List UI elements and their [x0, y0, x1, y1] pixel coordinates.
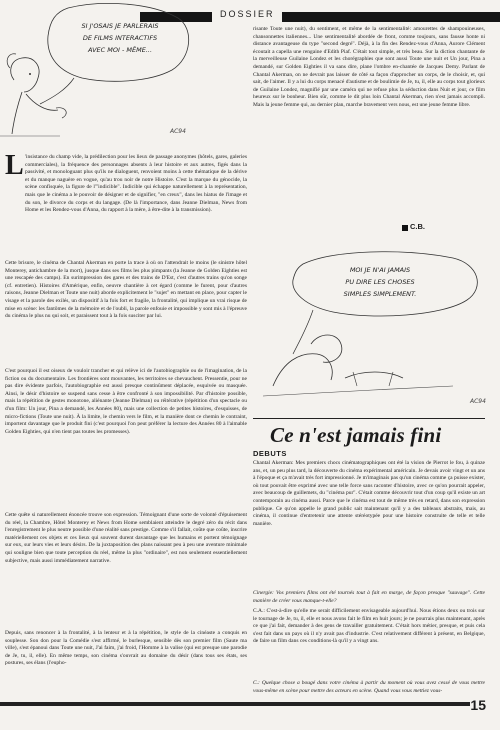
page-number: 15	[470, 697, 486, 713]
interview-title: Ce n'est jamais fini	[270, 423, 442, 447]
col2-paragraph-1: risante Toute une nuit), du sentiment, et même de la sentimentalité: amourettes de shampouineuses, chansonnettes italiennes... Une sentimentalité abordée de front, comme toujours, sans fausse honte ni distance avantageuse du type "second degré". Déjà, à la fin des Rendez-vous d'Anna, Aurore Clément écoutait a capella une rengaine d'Edith Piaf. C'était tout simple, et très beau. Sur la diction chantante de la merveilleuse Guilaine Londez et les chorégraphies que sont aussi Toute une nuit et Un jour, Pina a demandé, sur Golden Eighties il va sans dire, plane l'ombre en-chantée de Jacques Demy. Parlant de Chantal Akerman, on ne devrait pas laisser de côté sa façon d'approcher un corps, de le choisir, et, qui sait, de l'aimer. Il y a lui du corps menacé d'autisme et de boulimie de Je, tu, il, elle au corps tout glorieux de Guilaine Londez, magnifié par une caméra qui ne refuse plus la séduction dans Nuit et jour, ce film heureux sur le bonheur. Bien sûr, comme le dit plus loin Chantal Akerman, rien n'est jamais accompli. Mais la jeune femme qui, au dernier plan, marche bravement vers nous, est une jeune femme libre.	[253, 26, 485, 108]
doodle2-caption-line-1: MOI JE N'AI JAMAIS	[349, 266, 411, 274]
doodle-signature: AC94	[170, 128, 186, 135]
col1-paragraph-1: 'insistance du champ vide, la prédilection pour les lieux de passage anonymes (hôtels, gares, galeries commerciales), la fréquence des personnages absents à leur histoire et aux autres, figés dans la passivité, et monologuant plus qu'ils ne dialoguent, renvoient moins à cette thématique de la dérive et du manque naguère en vogue, qu'au trou noir de notre Histoire. C'est la marque du génocide, la scène confisquée, la figure de l'"indicible". Indicible qui échappe naturellement à la représentation, mais que le cinéma a le pouvoir de désigner et de signifier, "en creux", dans les hiatus de l'image et du son, le divorce du corps et du langage. (De là l'importance, dans Jeanne Dielman, News from Home et les Rendez-vous d'Anna, du rapport à la mère, à être-dite à la transmission).	[25, 154, 247, 214]
col1-paragraph-4: Cette quête si naturellement énoncée trouve son expression. Témoignant d'une sorte de volonté d'épuisement du réel, la Chambre, Hôtel Monterey et News from Home semblaient atteindre le degré zéro du récit dans l'enregistrement le plus neutre possible d'une réalité sans prestige. Comme s'il fallait, coûte que coûte, inscrire matériellement ces objets et ces lieux qui souvent durent davantage que les humains et portent témoignage sur eux, sur leurs vies et leurs désirs. De la juxtaposition des plans naissant peu à peu une aventure minimale qui souligne bien que toute perception du réel, même la plus "ordinaire", est non seulement essentiellement subjective, mais aussi immédiatement narrative.	[5, 512, 247, 564]
doodle2-caption-line-3: SIMPLES SIMPLEMENT.	[343, 290, 417, 298]
doodle-caption-line-3: AVEC MOI - MÊME...	[87, 46, 153, 54]
doodle-reading-figure-illustration	[253, 236, 495, 416]
doodle2-signature: AC94	[470, 398, 486, 405]
doodle-caption-line-1: SI J'OSAIS JE PARLERAIS	[81, 22, 159, 30]
header-bar-right	[282, 12, 500, 22]
author-marker	[402, 225, 408, 231]
article-author: C.B.	[410, 222, 425, 231]
interview-paragraph-3: C.A.: C'est-à-dire qu'elle me serait difficilement envisageable aujourd'hui. Nous étions deux ou trois sur le tournage de Je, tu, il, elle et nous avons fait le film en huit jours; je ne pourrais plus maintenant, après ce que j'ai fait, demander à des gens de travailler gratuitement. C'était hors métier, presque, et puis cela s'est fait dans un pays où il n'y avait pas d'industrie. C'est relativement différent à présent, en Belgique, de faire un film dans ces conditions-là qu'il y a vingt ans.	[253, 608, 485, 645]
title-rule	[253, 418, 485, 419]
footer-rule	[0, 702, 470, 706]
col1-paragraph-5: Depuis, sans renoncer à la frontalité, à la lenteur et à la répétition, le style de la cinéaste a conquis en souplesse. Son don pour la Comédie s'est affirmé, le burlesque, sensible dès son premier film (Saute ma ville), s'est épanoui dans Toute une nuit, J'ai faim, j'ai froid, l'Homme à la valise (qui est presque une parodie de Je, tu, il, elle). En même temps, son cinéma s'ouvrait au domaine du désir (dans tous ses états, ses postures, ses élans (l'eupho-	[5, 630, 247, 667]
interview-paragraph-2: Cinergie: Vos premiers films ont été tournés tout à fait en marge, de façon presque "sauvage". Cette manière de créer vous manque-t-elle?	[253, 590, 485, 604]
interview-paragraph-1: Chantal Akerman: Mes premiers chocs cinématographiques ont été la vision de Pierrot le fou, à quinze ans, et, un peu plus tard, la découverte du cinéma expérimental américain. Je devais avoir vingt et un ans à l'époque et ça m'avait très fort impressionné. Je m'imaginais pas qu'un cinéma comme ça puisse exister, où tout pouvait être exprimé avec une telle force sans raconter d'histoire, avec ce qu'on pourrait appeler, avec beaucoup de guillemets, du "cinéma pur". C'était comme découvrir tout d'un coup qu'il existe un art contemporain au cinéma aussi. Parce que le cinéma est tout de même très en retard, dans son expression publique. Ce qu'on appelle le grand public sait maintenant qu'il y a des tableaux abstraits, mais, au cinéma, il continue d'entretenir une attente stéréotypée pour une histoire construite de telle et telle manière.	[253, 460, 485, 527]
doodle-caption-line-2: DE FILMS INTERACTIFS	[82, 34, 158, 42]
interview-paragraph-4: C.: Quelque chose a bougé dans votre cinéma à partir du moment où vous avez cessé de vous mettre vous-même en scène pour mettre des acteurs en scène. Quand vous vous mettiez vous-	[253, 680, 485, 694]
drop-cap: L	[5, 150, 24, 181]
col1-paragraph-2: Cette brisure, le cinéma de Chantal Akerman en porte la trace à où on l'attendrait le moins (le sinistre hôtel Monterey, antichambre de la mort), jusque dans ses films les plus pimpants (la Jeanne de Golden Eighties est une rescapée des camps). En surimpression des gares et des trains de D'Est, c'est d'autres trains qu'on songe (cf. entretien). Histoires d'Amérique, enfin, oeuvre chantière à cet égard (comme le furent, pour d'autres raisons, Jeanne Dielman et Toute une nuit) aborde explicitement le "sujet" en mettant en place, pour capter le visage et la parole des exilés, un dispositif à la fois fort et fragile, la frontalité, qui implique un vrai risque de mise en scène: les fantômes de la mémoire et de l'oubli, la parole enfouie et impossible y sont mis à l'épreuve du cinéma le plus nu qui soit, et paraissent tout à la fois susciter par lui.	[5, 260, 247, 320]
doodle2-caption-line-2: PU DIRE LES CHOSES	[345, 278, 415, 286]
interview-section-label: DEBUTS	[253, 449, 287, 458]
section-label: DOSSIER	[216, 9, 279, 19]
col1-paragraph-3: C'est pourquoi il est oiseux de vouloir trancher et qui relève ici de l'autobiographie ou de l'imagination, de la fiction ou du documentaire. Les frontières sont mouvantes, les territoires se chevauchent. Pressentie, pour ne pas dire évidente parfois, l'autobiographie est aussi presque continûment déplacée, esquivée ou masquée. Ainsi, le désir d'histoire se suspend sans cesse à être confronté à son impossibilité. Par d'histoire possible, mais la répétition de gestes monotone, aliénante (Jeanne Dielman) ou réitérative (répétition d'un spectacle ou d'un film: Un jour, Pina a demandé, les Années 80), mais une collection de petites histoires, d'esquisses, de micro-fictions (Toute une nuit). À la limite, le chemin vers le film, et la manière dont ce chemin le contraint, importent davantage que le produit fini (c'est pourquoi l'on peut préférer la lecture des Années 80 à l'aimable Golden Eighties, qui n'en tient pas toutes les promesses).	[5, 368, 247, 435]
